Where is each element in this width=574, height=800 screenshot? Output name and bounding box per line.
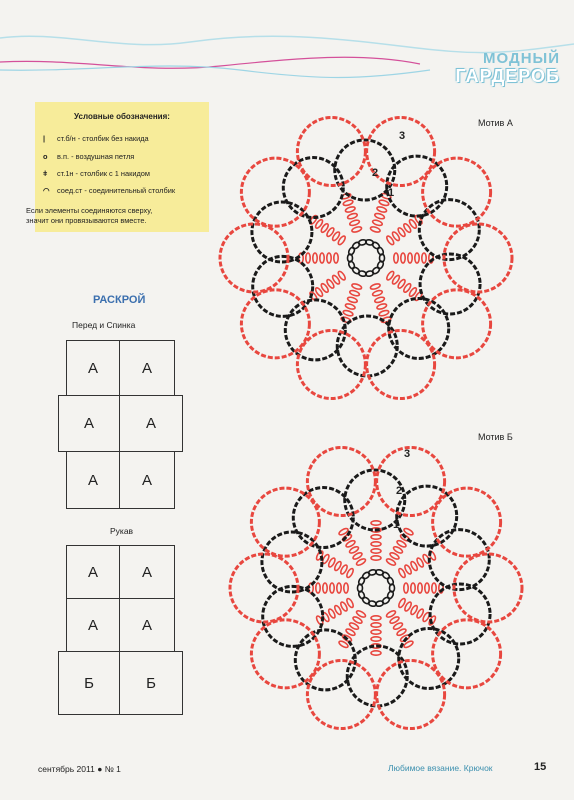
double-crochet-stitch xyxy=(343,199,354,206)
legend-note: Если элементы соединяются сверху, значит они провязываются вместе. xyxy=(26,206,153,225)
double-crochet-stitch xyxy=(432,583,436,593)
double-crochet-stitch xyxy=(351,283,362,290)
pattern-cell: А xyxy=(58,395,120,452)
double-crochet-stitch xyxy=(371,637,381,641)
chain-stitch xyxy=(371,241,380,250)
chain-stitch xyxy=(361,596,370,605)
chain-arch xyxy=(241,290,309,358)
chain-stitch xyxy=(351,266,360,275)
double-crochet-stitch xyxy=(349,219,360,226)
double-crochet-stitch xyxy=(347,296,358,303)
chain-stitch xyxy=(376,246,384,255)
chain-arch xyxy=(252,202,312,262)
motif-a-diagram xyxy=(220,117,512,398)
chain-arch xyxy=(251,488,319,556)
chain-arch xyxy=(253,256,313,316)
pattern-cell: Б xyxy=(119,651,183,715)
double-crochet-stitch xyxy=(343,310,354,317)
pattern-cell: А xyxy=(66,545,120,599)
chain-arch xyxy=(263,586,323,646)
sleeve-caption: Рукав xyxy=(110,526,134,536)
page-number: 15 xyxy=(534,761,547,773)
double-crochet-stitch xyxy=(422,253,426,263)
double-crochet-stitch xyxy=(337,583,341,593)
chain-stitch xyxy=(348,246,356,255)
pattern-cell: Б xyxy=(58,651,120,715)
slip-stitch-icon: ◠ xyxy=(43,186,50,195)
double-crochet-stitch xyxy=(378,310,389,317)
pattern-cell: А xyxy=(119,545,175,599)
double-crochet-stitch xyxy=(372,219,383,226)
double-crochet-stitch xyxy=(371,616,381,620)
double-crochet-stitch xyxy=(334,253,338,263)
double-crochet-stitch xyxy=(316,583,320,593)
brand-line2: ГАРДЕРОБ xyxy=(455,66,560,86)
motif-b-row-number: 2 xyxy=(396,485,403,497)
chain-arch xyxy=(283,158,343,218)
double-crochet-stitch xyxy=(344,583,348,593)
double-crochet-stitch xyxy=(327,253,331,263)
chain-arch xyxy=(293,488,353,548)
motif-a-row-number: 1 xyxy=(388,187,395,199)
double-crochet-stitch xyxy=(404,583,408,593)
double-crochet-stitch xyxy=(345,303,356,310)
chain-arch xyxy=(297,331,365,399)
chain-arch xyxy=(307,447,375,515)
double-crochet-stitch xyxy=(394,253,398,263)
double-crochet-stitch xyxy=(371,630,381,634)
motif-b-row-number: 1 xyxy=(393,519,400,531)
chain-arch xyxy=(251,620,319,688)
double-crochet-stitch xyxy=(320,253,324,263)
double-crochet-stitch xyxy=(371,651,381,655)
pattern-cell: А xyxy=(119,598,175,652)
double-crochet-stitch xyxy=(376,206,387,213)
pattern-cell: А xyxy=(66,451,120,509)
chain-arch xyxy=(423,290,491,358)
chain-stitch xyxy=(381,571,390,580)
double-crochet-stitch xyxy=(376,303,387,310)
motif-b-label: Мотив Б xyxy=(478,432,513,442)
motif-a-row-number: 2 xyxy=(372,167,379,179)
double-crochet-stitch xyxy=(401,253,405,263)
pattern-cell: А xyxy=(119,451,175,509)
chain-stitch xyxy=(386,590,394,599)
pattern-cell: А xyxy=(119,340,175,396)
front-back-caption: Перед и Спинка xyxy=(72,320,136,330)
double-crochet-stitch xyxy=(371,521,381,525)
double-crochet-stitch xyxy=(378,199,389,206)
chain-arch xyxy=(241,158,309,226)
legend-title: Условные обозначения: xyxy=(74,112,170,121)
double-crochet-stitch xyxy=(306,253,310,263)
chain-arch xyxy=(377,447,445,515)
legend-item-text: ст.б/н - столбик без накида xyxy=(57,134,149,143)
double-crochet-stitch xyxy=(351,226,362,233)
legend-item-text: соед.ст - соединительный столбик xyxy=(57,186,176,195)
motif-b-row-number: 3 xyxy=(404,448,411,460)
double-crochet-stitch xyxy=(371,535,381,539)
double-crochet-stitch xyxy=(313,253,317,263)
chain-arch xyxy=(433,488,501,556)
double-crochet-stitch xyxy=(345,206,356,213)
double-crochet-stitch xyxy=(415,253,419,263)
layout-title: РАСКРОЙ xyxy=(93,294,146,306)
chain-loop-icon: o xyxy=(43,152,48,161)
double-crochet-stitch xyxy=(425,583,429,593)
double-crochet-stitch xyxy=(371,549,381,553)
chain-arch xyxy=(377,661,445,729)
double-crochet-icon: ǂ xyxy=(43,169,48,178)
double-crochet-stitch xyxy=(411,583,415,593)
motif-a-label: Мотив А xyxy=(478,118,513,128)
footer-magazine: Любимое вязание. Крючок xyxy=(388,763,493,773)
double-crochet-stitch xyxy=(371,556,381,560)
legend-item-text: ст.1н - столбик с 1 накидом xyxy=(57,169,150,178)
chain-arch xyxy=(307,661,375,729)
double-crochet-stitch xyxy=(408,253,412,263)
motif-a-row-number: 3 xyxy=(399,130,406,142)
chain-arch xyxy=(297,117,365,185)
double-crochet-stitch xyxy=(372,290,383,297)
legend-item-text: в.п. - воздушная петля xyxy=(57,152,135,161)
double-crochet-stitch xyxy=(374,213,385,220)
single-crochet-icon: | xyxy=(43,134,46,143)
double-crochet-stitch xyxy=(347,213,358,220)
chain-stitch xyxy=(358,576,366,585)
double-crochet-stitch xyxy=(330,583,334,593)
chain-arch xyxy=(423,158,491,226)
chain-stitch xyxy=(386,576,394,585)
double-crochet-stitch xyxy=(323,583,327,593)
double-crochet-stitch xyxy=(371,623,381,627)
brand-line1: МОДНЫЙ xyxy=(483,50,560,67)
double-crochet-stitch xyxy=(374,296,385,303)
footer-issue: сентябрь 2011 ● № 1 xyxy=(38,764,121,774)
chain-arch xyxy=(367,331,435,399)
chain-arch xyxy=(433,620,501,688)
chain-arch xyxy=(262,532,322,592)
double-crochet-stitch xyxy=(370,283,381,290)
double-crochet-stitch xyxy=(371,542,381,546)
chain-stitch xyxy=(376,260,384,269)
pattern-cell: А xyxy=(119,395,183,452)
double-crochet-stitch xyxy=(370,226,381,233)
pattern-cell: А xyxy=(66,340,120,396)
pattern-cell: А xyxy=(66,598,120,652)
double-crochet-stitch xyxy=(418,583,422,593)
double-crochet-stitch xyxy=(349,290,360,297)
motif-b-diagram xyxy=(230,447,522,728)
